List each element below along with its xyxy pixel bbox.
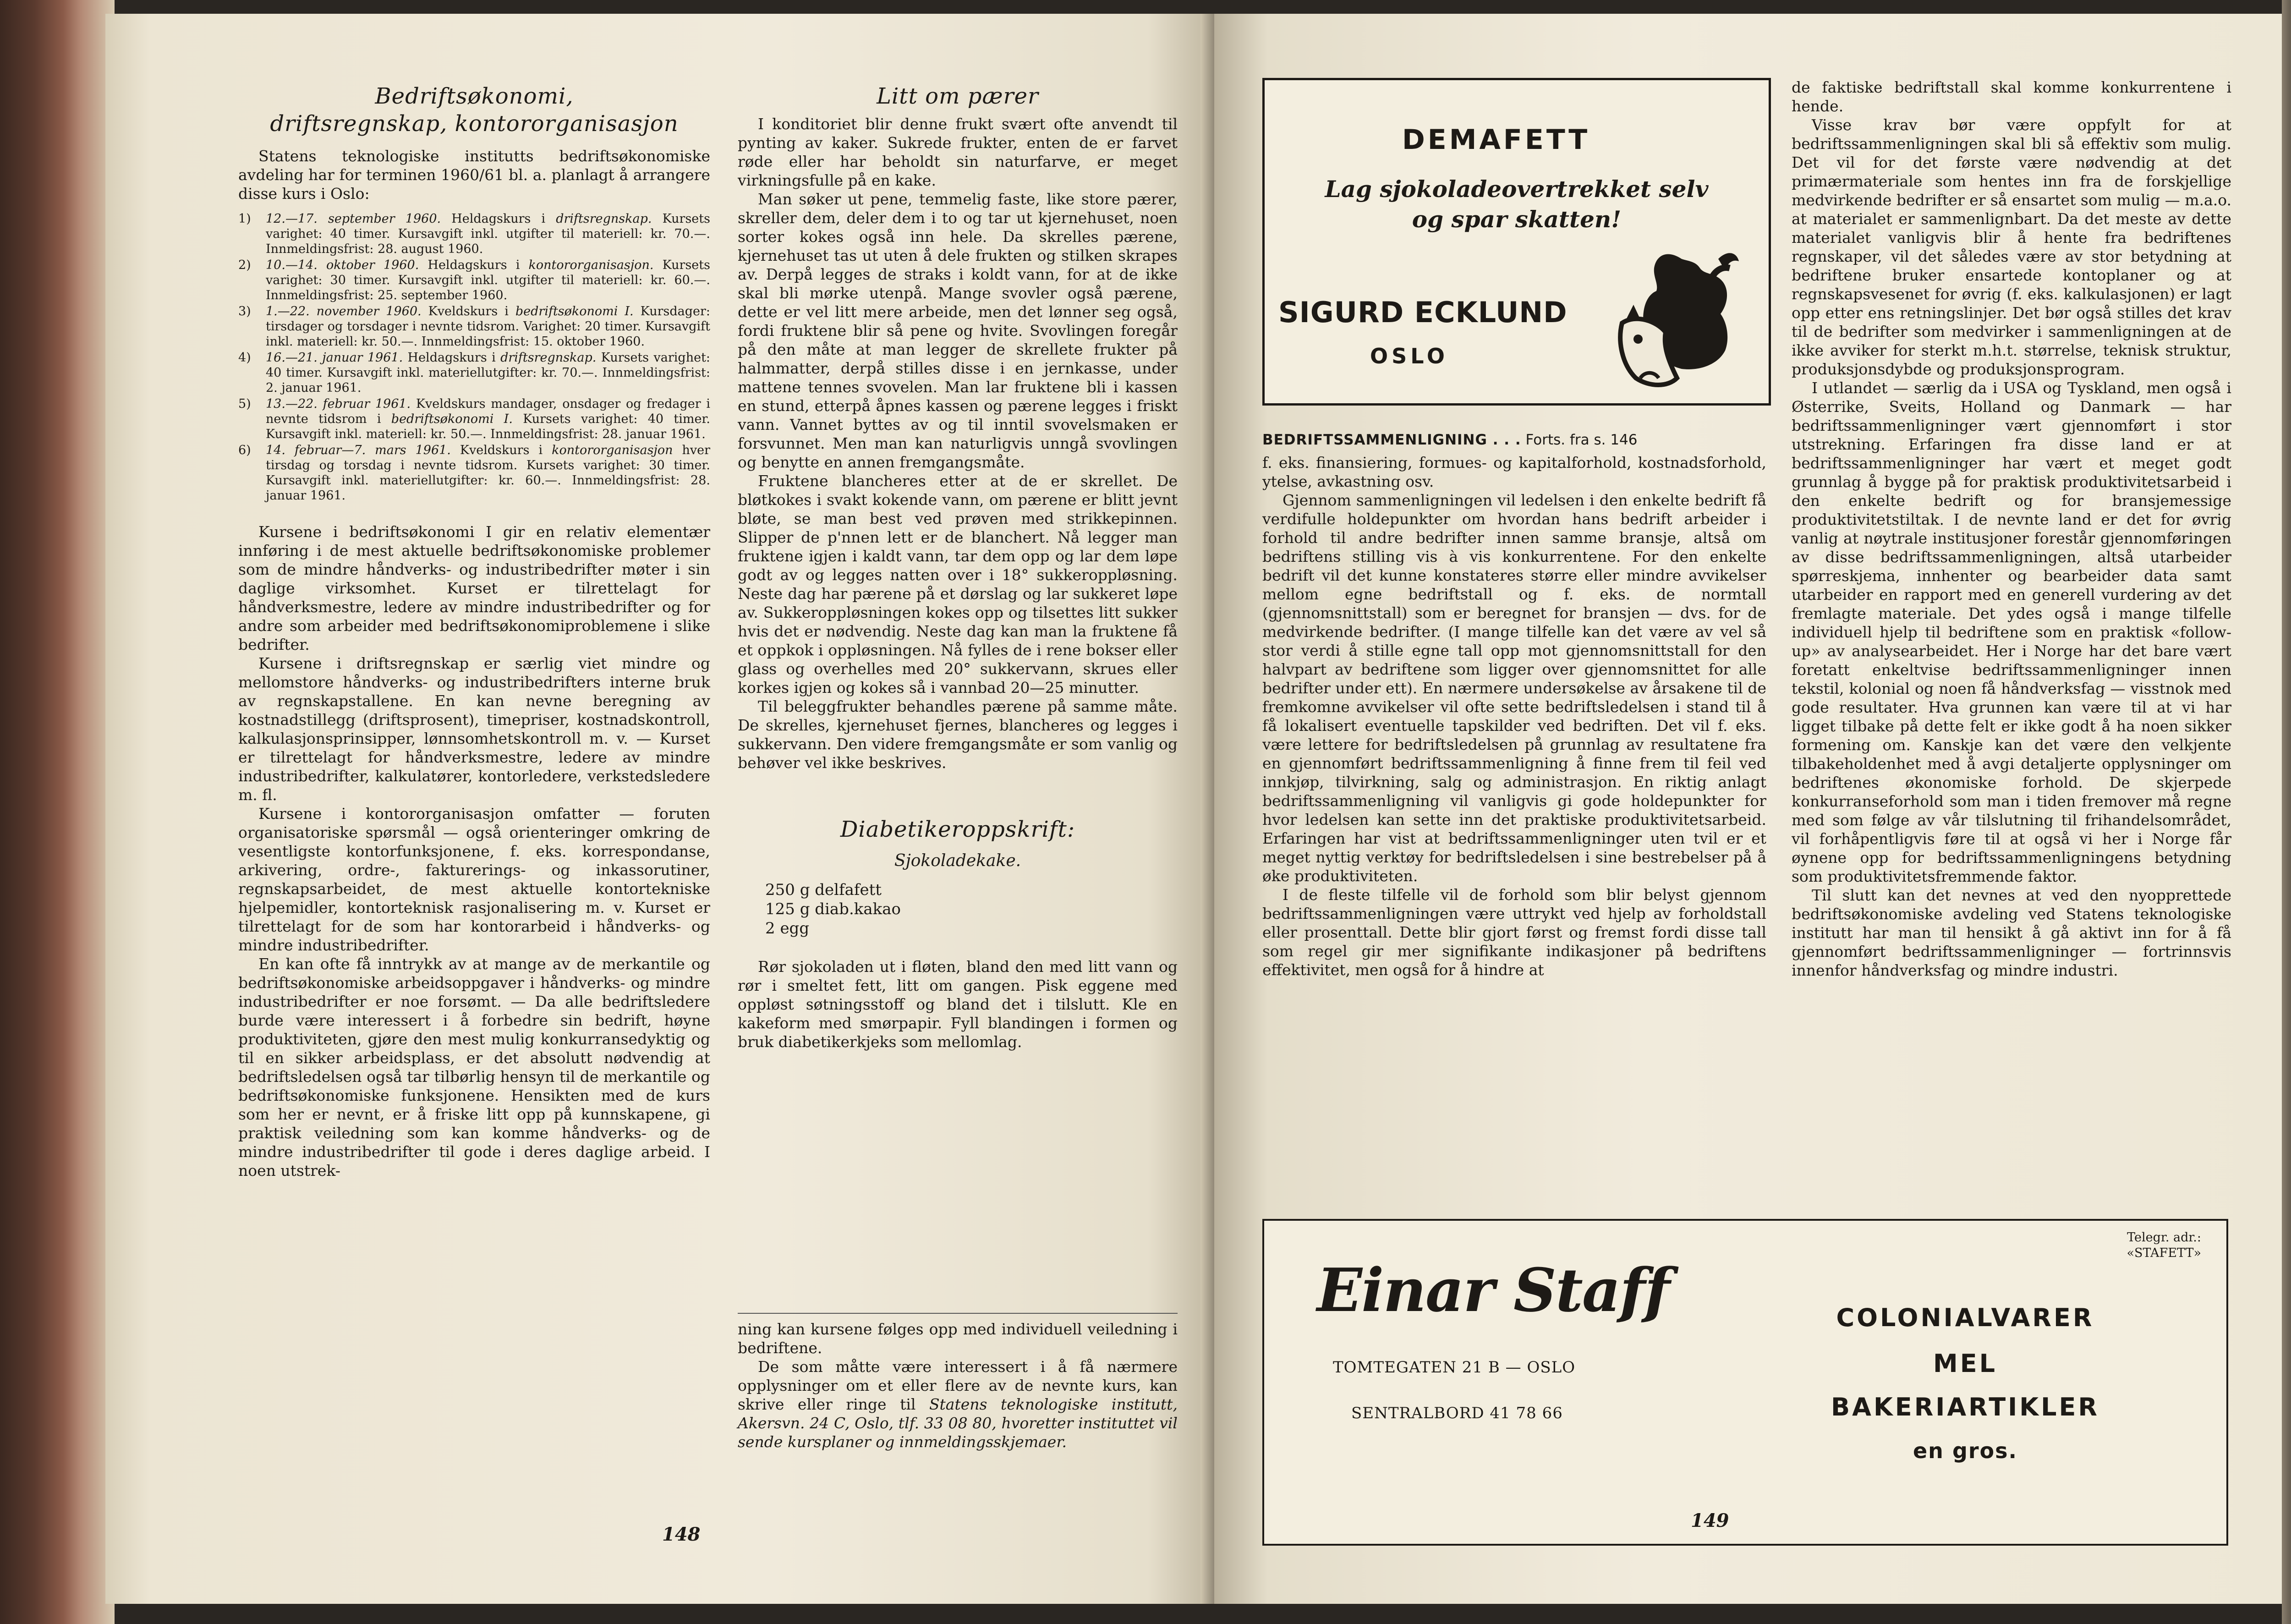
course-details: Kursets varighet: 40 timer. Kursavgift inkl. materiell: kr. 50.—. Innmeldingsfrist: 28. januar 1961. — [266, 412, 710, 441]
paragraph: I konditoriet blir denne frukt svært ofte anvendt til pynting av kaker. Sukrede frukter, enten de er farvet røde eller har beholdt sin naturfarve, er meget virkningsfulle på en kake. — [738, 115, 1178, 189]
course-details: Kursets varighet: 40 timer. Kursavgift inkl. materiellutgifter: kr. 70.—. Innmeldingsfrist: 2. januar 1961. — [266, 351, 711, 395]
course-date: 12.—17. september 1960. — [266, 212, 441, 226]
bedriftssammenligning-part-1 — [1262, 453, 1766, 979]
product-bakeriartikler: BAKERIARTIKLER — [1831, 1393, 2099, 1421]
ingredient: 250 g delfafett — [765, 881, 882, 899]
pears-article — [738, 115, 1178, 772]
paragraph: Til beleggfrukter behandles pærene på samme måte. De skrelles, kjernehuset fjernes, blancheres og legges i sukkervann. Den videre fremgangsmåte er som vanlig og behøver vel ikke beskrives. — [738, 697, 1178, 772]
course-number: 4) — [238, 351, 251, 365]
course-item — [238, 304, 710, 349]
right-column-2 — [1792, 78, 2231, 980]
product-mel: MEL — [1933, 1349, 1998, 1378]
course-number: 6) — [238, 443, 251, 457]
continued-title: BEDRIFTSSAMMENLIGNING — [1262, 432, 1487, 448]
slogan-line-2: og spar skatten! — [1412, 206, 1622, 233]
paragraph: Visse krav bør være oppfylt for at bedriftssammenligningen skal bli så effektiv som mulig. Det vil for det første være nødvendig at det primærmateriale som hentes inn fra de forskjellige medvirkende bedrifter er så ensartet som mulig — m.a.o. at materialet er sammenlignbart. Da det meste av dette materialet vanligvis blir å hente fra bedriftenes regnskaper, vil det således være av stor betydning at bedriftene bruker ensartede kontoplaner og at regnskapsvesenet for øvrig (f. eks. kalkulasjonen) er lagt opp etter ens retningslinjer. Det bør også stilles det krav til de bedrifter som medvirker i sammenligningen at de ikke avviker for sterkt m.h.t. størrelse, teknisk struktur, produksjonsdybde og produksjonsprogram. — [1792, 116, 2231, 378]
telegraph-value: «STAFETT» — [2127, 1246, 2201, 1260]
course-item — [238, 350, 710, 395]
einar-staff-advertisement — [1262, 1219, 2228, 1546]
course-number: 5) — [238, 397, 251, 411]
course-subject: bedriftsøkonomi I. — [515, 304, 634, 318]
continued-dots: . . . — [1487, 432, 1521, 448]
course-details: Kursdager: tirsdager og torsdager i nevnte tidsrom. Varighet: 20 timer. Kursavgift inkl. materiell: kr. 50.—. Innmeldingsfrist: 15. oktober 1960. — [266, 304, 711, 349]
ingredient: 2 egg — [765, 919, 810, 938]
course-date: 14. februar—7. mars 1961. — [266, 443, 451, 457]
course-list — [238, 211, 710, 503]
company-city: OSLO — [1370, 344, 1449, 368]
left-column-2 — [738, 82, 1178, 1051]
course-type: Kveldskurs mandager, onsdager og fredager i nevnte tidsrom i — [266, 397, 710, 426]
course-date: 10.—14. oktober 1960. — [266, 258, 419, 272]
course-subject: driftsregnskap. — [556, 212, 652, 226]
paragraph: I utlandet — særlig da i USA og Tyskland, men også i Østerrike, Sveits, Holland og Danmark — har bedriftssammenligninger vært gjennomført i stor utstrekning. Erfaringen fra disse land er at bedriftssammenligninger har vært et meget godt grunnlag å bygge på for praktisk produktivitetsarbeid i den enkelte bedrift og for bransjemessige produktivitetstiltak. I de nevnte land er det for øvrig vanlig at nøytrale institusjoner forestår gjennomføringen av disse bedriftssammenligningen, altså utarbeider spørreskjema, innhenter og bearbeider data samt utarbeider en rapport med en generell vurdering av det fremlagte materiale. Det ydes også i mange tilfelle individuell hjelp til bedriftene som en praktisk «follow-up» av analysearbeidet. Her i Norge har det bare vært foretatt enkeltvise bedriftssammenligninger innen tekstil, kolonial og noen få håndverksfag — visstnok med gode resultater. Hva grunnen kan være til at vi har ligget tilbake på dette felt er ikke godt å ha noen sikker formening om. Kanskje kan det være den velkjente tilbakeholdenhet med å avgi detaljerte opplysninger om bedriftenes økonomiske forhold. De skjerpede konkurranseforhold som man i tiden fremover må regne med som følge av vår tilslutning til frihandelsområdet, vil forhåpentligvis føre til at også vi her i Norge får øynene opp for bedriftssammenligningens betydning som produktivitetsfremmende faktor. — [1792, 379, 2231, 885]
recipe-instructions: Rør sjokoladen ut i fløten, bland den med litt vann og rør i smeltet fett, litt om gangen. Pisk eggene med oppløst søtningsstoff og bland det i tilslutt. Kle en kakeform med smørpapir. Fyll blandingen i formen og bruk diabetikerkjeks som mellomlag. — [738, 958, 1178, 1051]
wholesale-label: en gros. — [1913, 1438, 2018, 1463]
product-colonialvarer: COLONIALVARER — [1836, 1303, 2094, 1332]
telegraph-label: Telegr. adr.: — [2127, 1230, 2201, 1245]
left-column-2-continuation — [738, 1320, 1178, 1451]
bedriftssammenligning-part-2 — [1792, 78, 2231, 980]
course-subject: kontororganisasjon. — [528, 258, 654, 272]
page-149 — [1214, 14, 2282, 1604]
paragraph: I de fleste tilfelle vil de forhold som blir belyst gjennom bedriftssammenligningen være uttrykt ved hjelp av forholdstall eller prosenttall. Dette blir gjort først og fremst fordi disse tall som regel gir mer signifikante indikasjoner på bedriftens effektivitet, men også for å hindre at — [1262, 886, 1766, 979]
demafett-brand: DEMAFETT — [1402, 124, 1590, 156]
course-item — [238, 443, 710, 503]
course-details: Kursets varighet: 40 timer. Kursavgift inkl. utgifter til materiell: kr. 70.—. Innmeldingsfrist: 28. august 1960. — [266, 212, 710, 256]
heading-driftsregnskap: driftsregnskap, kontororganisasjon — [270, 111, 679, 137]
institute-address: Statens teknologiske institutt, Akersvn. 24 C, Oslo, tlf. 33 08 80, hvoretter instituttet vil sende kursplaner og innmeldingsskjemaer. — [738, 1395, 1178, 1451]
paragraph: Kursene i kontororganisasjon omfatter — foruten organisatoriske spørsmål — også orienteringer omkring de vesentligste kontorfunksjonene, f. eks. korrespondanse, arkivering, ordre-, fakturerings- og inkassorutiner, regnskapsarbeidet, de mest aktuelle kontortekniske hjelpemidler, kontorteknisk rasjonalisering m. v. Kurset er tilrettelagt for de som har kontorarbeid i håndverks- og mindre industribedrifter. — [238, 805, 710, 954]
continuation-text: De som måtte være interessert i å få nærmere opplysninger om et eller flere av de nevnte kurs, kan skrive eller ringe til — [738, 1358, 1178, 1413]
heading-litt-om-paerer: Litt om pærer — [877, 83, 1039, 109]
paragraph: Kursene i driftsregnskap er særlig viet mindre og mellomstore håndverks- og industribedrifters interne bruk av regnskapstallene. En kan nevne beregning av kostnadstillegg (driftsprosent), timepriser, kostnadskontroll, kalkulasjonsprinsipper, lønnsomhetskontroll m. v. — Kurset er tilrettelagt for håndverksmestre, ledere av mindre industribedrifter, kalkulatører, kontorledere, verkstedsledere m. fl. — [238, 654, 710, 804]
ingredient: 125 g diab.kakao — [765, 900, 901, 918]
paragraph: f. eks. finansiering, formues- og kapitalforhold, kostnadsforhold, ytelse, avkastning osv. — [1262, 454, 1766, 490]
page-number-149: 149 — [1691, 1510, 1729, 1531]
course-type: Heldagskurs i — [419, 258, 529, 272]
courses-intro: Statens teknologiske institutts bedriftsøkonomiske avdeling har for terminen 1960/61 bl. a. planlagt å arrangere disse kurs i Oslo: — [238, 147, 710, 203]
continuation-para-1: ning kan kursene følges opp med individuell veiledning i bedriftene. — [738, 1320, 1178, 1357]
course-date: 16.—21. januar 1961. — [266, 351, 403, 365]
recipe-title: Sjokoladekake. — [894, 851, 1021, 870]
course-details: hver tirsdag og torsdag i nevnte tidsrom. Kursets varighet: 30 timer. Kursavgift inkl. materiellutgifter: kr. 60.—. Innmeldingsfrist: 28. januar 1961. — [266, 443, 710, 503]
paragraph: Gjennom sammenligningen vil ledelsen i den enkelte bedrift få verdifulle holdepunkter om hvordan hans bedrift arbeider i forhold til andre bedrifter innen samme bransje, altså om bedriftens stilling vis à vis konkurrentene. For den enkelte bedrift vil det kunne konstateres større eller mindre avvikelser mellom egne bedriftstall og f. eks. de normtall (gjennomsnittstall) som er beregnet for bransjen — dvs. for de medvirkende bedrifter. (I mange tilfelle kan det være av vel så stor verdi å stille egne tall opp mot gjennomsnittstall for den halvpart av bedriftene som ligger over gjennomsnittet for alle bedrifter under ett). En nærmere undersøkelse av årsakene til de fremkomne avvikelser vil ofte sette bedriftsledelsen i stand til å få lokalisert eventuelle tapskilder ved bedriften. Det vil f. eks. være lettere for bedriftsledelsen på grunnlag av resultatene fra en gjennomført bedriftssammenligning å finne frem til feil ved innkjøp, tilvirkning, salg og administrasjon. En riktig anlagt bedriftssammenligning vil vanligvis gi gode holdepunkter for hvor ledelsen kan sette inn det praktiske produktivitetsarbeid. Erfaringen har vist at bedriftssammenligninger uten tvil er et meget nyttig verktøy for bedriftsledelsen i sine bestrebelser på å øke produktiviteten. — [1262, 491, 1766, 885]
course-subject: driftsregnskap. — [500, 351, 597, 365]
section-divider — [738, 1313, 1178, 1314]
page-number-148: 148 — [662, 1524, 701, 1545]
course-type: Kveldskurs i — [421, 304, 515, 318]
continued-reference: Forts. fra s. 146 — [1521, 432, 1638, 448]
book-edge-right — [2282, 0, 2291, 1624]
demafett-slogan — [1265, 174, 1769, 235]
course-details: Kursets varighet: 30 timer. Kursavgift inkl. utgifter til materiell: kr. 60.—. Innmeldingsfrist: 25. september 1960. — [266, 258, 710, 302]
course-item — [238, 211, 710, 257]
einar-staff-address: TOMTEGATEN 21 B — OSLO — [1333, 1358, 1576, 1377]
paragraph: En kan ofte få inntrykk av at mange av de merkantile og bedriftsøkonomiske arbeidsoppgaver i håndverks- og mindre industribedrifter er noe forsømt. — Da alle bedriftsledere burde være interessert i å forbedre sin bedrift, høyne produktiviteten, gjøre den mest mulig konkurransedyktig og til en sikker arbeidsplass, er det absolutt nødvendig at bedriftsledelsen også tar tilbørlig hensyn til de merkantile og bedriftsøkonomiske funksjonene. Hensikten med de kurs som her er nevnt, er å friske litt opp på kunnskapene, gi praktisk veiledning som kan komme håndverks- og de mindre industribedrifter til gode i deres daglige arbeid. I noen utstrek- — [238, 955, 710, 1180]
course-type: Kveldskurs i — [450, 443, 552, 457]
course-item — [238, 396, 710, 442]
course-number: 1) — [238, 212, 251, 226]
ingredient-list — [765, 880, 1178, 938]
einar-staff-phone: SENTRALBORD 41 78 66 — [1351, 1404, 1563, 1422]
course-description — [238, 522, 710, 1180]
paragraph: Man søker ut pene, temmelig faste, like store pærer, skreller dem, deler dem i to og tar ut kjernehuset, noen sorter kokes også inn hele. Da skrelles pærene, kjernehuset tas ut uten å dele frukten og stilken skrapes av. Derpå legges de straks i koldt vann, for at de ikke skal bli mørke utenpå. Mange svovler også pærene, dette er vel litt mere arbeide, men det lønner seg også, fordi fruktene blir så pene og hvite. Svovlingen foregår på den måte at man legger de skrellete frukter på halmmatter, derpå stilles disse i en jernkasse, under mattene tennes svovelen. Man lar fruktene bli i kassen en stund, etterpå åpnes kassen og pærene legges i friskt vann. Vannet byttes av og til inntil svovelsmaken er forsvunnet. Men man kan naturligvis unngå svovlingen og benytte en annen fremgangsmåte. — [738, 190, 1178, 471]
continuation-para-2 — [738, 1357, 1178, 1451]
course-type: Heldagskurs i — [403, 351, 501, 365]
company-name: SIGURD ECKLUND — [1278, 296, 1568, 329]
course-date: 1.—22. november 1960. — [266, 304, 422, 318]
telegraph-address — [2127, 1230, 2201, 1261]
paragraph: Kursene i bedriftsøkonomi I gir en relativ elementær innføring i de mest aktuelle bedriftsøkonomiske problemer som de mindre håndverks- og industribedrifter møter i sin daglige virksomhet. Kurset er tilrettelagt for håndverksmestre, ledere av mindre industribedrifter og for andre som arbeider med bedriftsøkonomiproblemene i slike bedrifter. — [238, 523, 710, 653]
left-column-1 — [238, 82, 710, 1180]
einar-staff-logo: Einar Staff — [1317, 1255, 1669, 1325]
slogan-line-1: Lag sjokoladeovertrekket selv — [1325, 176, 1709, 203]
right-column-1 — [1262, 431, 1766, 979]
paragraph: Fruktene blancheres etter at de er skrellet. De bløtkokes i svakt kokende vann, om pærene er blitt jevnt bløte, se man best ved prøven med strikkepinnen. Slipper de p'nnen lett er de blanchert. Nå legger man fruktene igjen i kaldt vann, tar dem opp og lar dem løpe godt av og legges natten over i 18° sukkeroppløsning. Neste dag har pærene på et dørslag og lar sukkeret løpe av. Sukkeroppløsningen kokes opp og tilsettes litt sukker hvis det er nødvendig. Neste dag kan man la fruktene få et oppkok i oppløsningen. Nå fylles de i rene bokser eller glass og overhelles med 20° sukkervann, skrues eller korkes igjen og kokes så i vannbad 20—25 minutter. — [738, 472, 1178, 697]
course-subject: bedriftsøkonomi I. — [391, 412, 513, 426]
course-item — [238, 258, 710, 303]
course-subject: kontororganisasjon — [552, 443, 673, 457]
course-number: 3) — [238, 304, 251, 318]
demafett-advertisement — [1262, 78, 1771, 406]
page-148 — [105, 14, 1214, 1604]
course-type: Heldagskurs i — [441, 212, 556, 226]
course-number: 2) — [238, 258, 251, 272]
heading-diabetikeroppskrift: Diabetikeroppskrift: — [840, 817, 1075, 842]
continued-heading — [1262, 431, 1766, 450]
squirrel-horse-illustration — [1613, 241, 1746, 392]
course-date: 13.—22. februar 1961. — [266, 397, 411, 411]
paragraph: Til slutt kan det nevnes at ved den nyopprettede bedriftsøkonomiske avdeling ved Statens teknologiske institutt har man til hensikt å gå aktivt inn for å få gjennomført bedriftssammenligninger — fortrinnsvis innenfor håndverksfag og mindre industri. — [1792, 886, 2231, 979]
heading-bedriftsokonomi: Bedriftsøkonomi, — [375, 83, 574, 109]
book-binding-left — [0, 0, 115, 1624]
paragraph: de faktiske bedriftstall skal komme konkurrentene i hende. — [1792, 78, 2231, 115]
